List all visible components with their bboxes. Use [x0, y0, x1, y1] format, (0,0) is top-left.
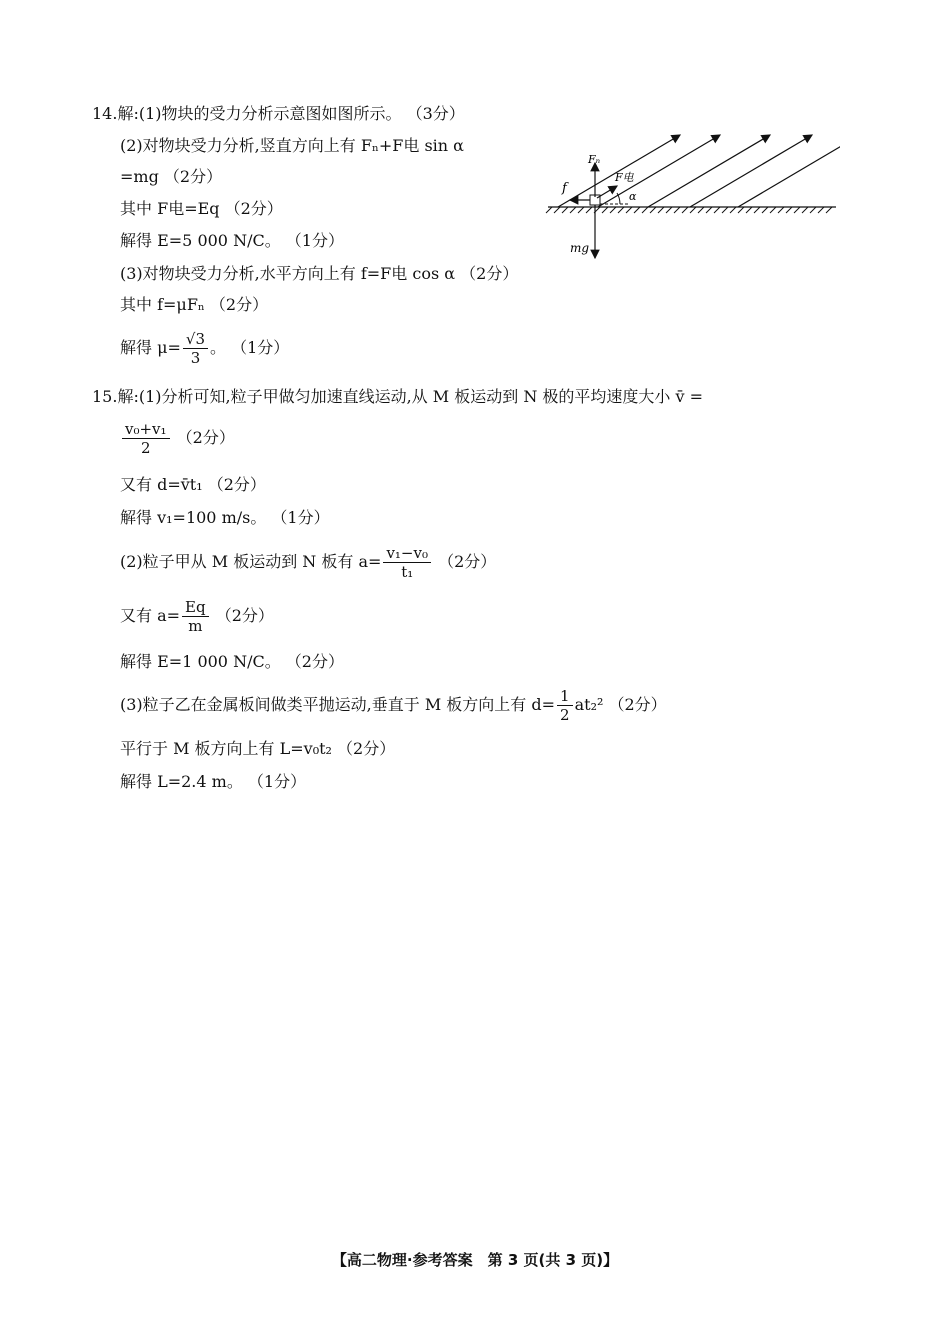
q15-line-5 [120, 544, 496, 581]
q15-line-2-suffix: （2分） [171, 428, 235, 447]
ground-hatching [546, 207, 832, 213]
q15-line-1: 15.解:(1)分析可知,粒子甲做匀加速直线运动,从 M 板运动到 N 极的平均速度大小 v̄ = [92, 387, 704, 406]
q15-line-8-prefix: (3)粒子乙在金属板间做类平抛运动,垂直于 M 板方向上有 d= [120, 695, 556, 714]
q14-line-1: 14.解:(1)物块的受力分析示意图如图所示。 （3分） [92, 104, 465, 123]
fraction-numerator: Eq [182, 598, 209, 617]
alpha-label: α [629, 190, 637, 203]
q15-line-4: 解得 v₁=100 m/s。 （1分） [120, 508, 330, 527]
page-footer: 【高二物理·参考答案 第 3 页(共 3 页)】 [331, 1251, 619, 1269]
q15-eq-over-m-fraction [182, 598, 209, 635]
fraction-numerator: v₁−v₀ [383, 544, 431, 563]
fraction-numerator: 1 [557, 687, 573, 706]
fn-label: Fₙ [588, 153, 601, 166]
q15-line-7: 解得 E=1 000 N/C。 （2分） [120, 652, 344, 671]
friction-label: f [562, 181, 567, 196]
q14-line-7: 其中 f=μFₙ （2分） [120, 295, 269, 314]
fraction-numerator: √3 [183, 330, 208, 349]
q15-average-velocity-fraction [122, 420, 170, 457]
fraction-denominator: t₁ [401, 563, 414, 581]
q14-line-3: =mg （2分） [120, 167, 223, 186]
field-line-5 [738, 135, 840, 207]
fraction-numerator: v₀+v₁ [122, 420, 170, 439]
fraction-denominator: 2 [141, 439, 151, 457]
force-diagram [540, 130, 840, 260]
q15-acceleration-fraction [383, 544, 431, 581]
q14-line-2: (2)对物块受力分析,竖直方向上有 Fₙ+F电 sin α [120, 136, 464, 155]
q15-line-5-suffix: （2分） [432, 552, 497, 571]
q15-half-fraction [557, 687, 573, 724]
q14-line-5: 解得 E=5 000 N/C。 （1分） [120, 231, 344, 250]
q14-line-6: (3)对物块受力分析,水平方向上有 f=F电 cos α （2分） [120, 264, 519, 283]
q15-line-6-prefix: 又有 a= [120, 606, 181, 625]
q15-line-6-suffix: （2分） [210, 606, 274, 625]
q15-line-2 [120, 420, 235, 457]
q15-line-5-prefix: (2)粒子甲从 M 板运动到 N 板有 a= [120, 552, 382, 571]
q15-line-8-suffix: at₂² （2分） [574, 695, 667, 714]
q14-line-8 [120, 330, 289, 367]
q15-line-9: 平行于 M 板方向上有 L=v₀t₂ （2分） [120, 739, 396, 758]
fe-arrow [597, 186, 617, 198]
q15-line-8 [120, 687, 667, 724]
q15-line-3: 又有 d=v̄t₁ （2分） [120, 475, 266, 494]
fe-label: F电 [615, 171, 634, 184]
q15-line-6 [120, 598, 274, 635]
mg-label: mg [570, 241, 590, 255]
q14-line-4: 其中 F电=Eq （2分） [120, 199, 283, 218]
fraction-denominator: 2 [560, 706, 570, 724]
q14-mu-suffix: 。 （1分） [210, 338, 290, 357]
q15-line-10: 解得 L=2.4 m。 （1分） [120, 772, 307, 791]
q14-mu-fraction [183, 330, 208, 367]
fraction-denominator: m [188, 617, 203, 635]
fraction-denominator: 3 [190, 349, 201, 367]
q14-mu-prefix: 解得 μ= [120, 338, 181, 357]
